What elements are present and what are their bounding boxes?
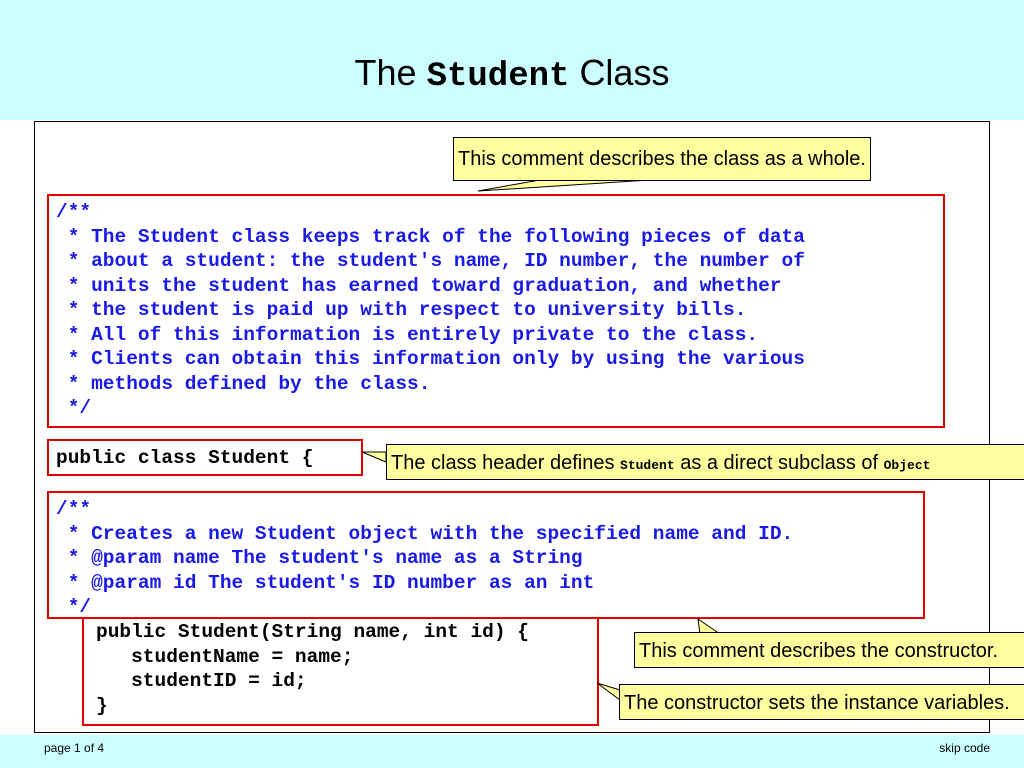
header-callout-prefix: The class header defines: [391, 452, 621, 474]
header-callout-code1: Student: [620, 458, 675, 473]
class-header-code: public class Student {: [56, 447, 314, 469]
constructor-comment-callout: [634, 632, 1024, 668]
class-header-callout: [386, 444, 1024, 480]
skip-code-link[interactable]: skip code: [939, 741, 990, 755]
class-comment-box: [47, 194, 945, 428]
class-header-box: [47, 439, 363, 476]
constructor-body-callout: [619, 684, 1024, 720]
title-suffix: Class: [579, 52, 670, 93]
constructor-comment-code: /** * Creates a new Student object with the specified name and ID. * @param name The student's name as a String * @param id The student's ID number as an int */: [56, 498, 794, 618]
footer-band: [0, 735, 1024, 768]
class-comment-code: /** * The Student class keeps track of the following pieces of data * about a student: the student's name, ID number, the number of * units the student has earned toward graduation, and whether * the student is paid up with respect to university bills. * All of this information is entirely private to the class. * Clients can obtain this information only by using the various * methods defined by the class. */: [56, 201, 805, 419]
page-number: page 1 of 4: [44, 741, 105, 755]
title-code: Student: [426, 58, 570, 96]
constructor-body-code: public Student(String name, int id) { studentName = name; studentID = id; }: [96, 621, 529, 717]
class-comment-callout-text: This comment describes the class as a whole.: [458, 148, 866, 170]
title-prefix: The: [354, 52, 417, 93]
class-comment-callout: [453, 137, 871, 181]
constructor-comment-box: [47, 491, 925, 619]
header-callout-middle: as a direct subclass of: [674, 452, 884, 474]
constructor-body-callout-text: The constructor sets the instance variables.: [624, 692, 1010, 714]
constructor-comment-callout-text: This comment describes the constructor.: [639, 640, 999, 662]
page-title: [0, 52, 1024, 96]
header-callout-code2: Object: [883, 458, 931, 473]
